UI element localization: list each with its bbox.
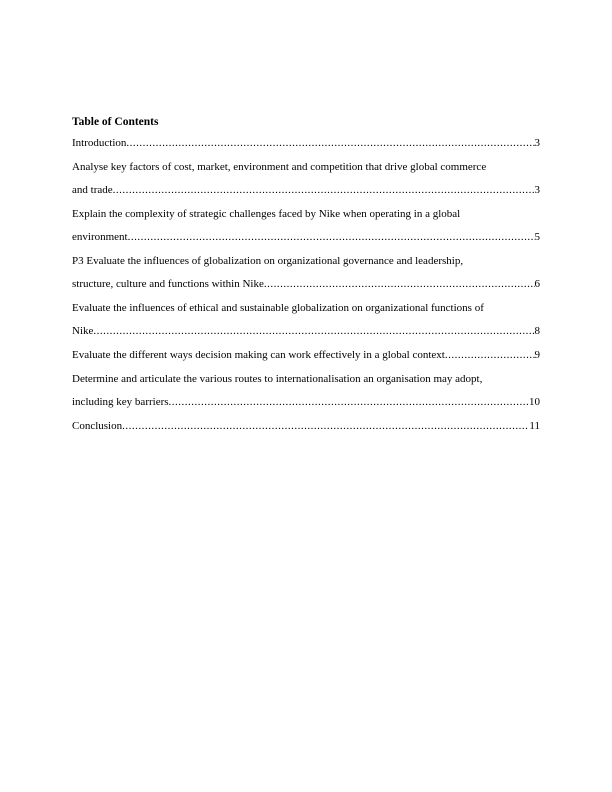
toc-entry-label: structure, culture and functions within Nike [72,278,264,290]
toc-entry-label-line-1: Analyse key factors of cost, market, environment and competition that drive global commerce [72,161,487,173]
toc-entry-line [72,415,540,438]
toc-entry-conclusion[interactable] [72,415,540,438]
toc-entry-line [72,273,540,296]
dot-leader [264,273,535,296]
toc-entry-line [72,179,540,202]
dot-leader [445,344,535,367]
toc-entry-label: and trade [72,184,113,196]
toc-entry-label-line-1: Evaluate the influences of ethical and sustainable globalization on organizational functions of [72,302,484,314]
dot-leader [126,132,534,155]
dot-leader [122,415,529,438]
table-of-contents [72,113,540,439]
toc-entry-label: Nike [72,325,94,337]
toc-entry-line [72,132,540,155]
toc-entry-page-number: 3 [534,184,540,196]
toc-entry-internationalisation-routes[interactable] [72,368,540,414]
toc-entry-decision-making[interactable] [72,344,540,367]
toc-heading: Table of Contents [72,116,159,128]
toc-entry-key-factors[interactable] [72,156,540,202]
toc-entry-introduction[interactable] [72,132,540,155]
toc-entry-label-line-1: P3 Evaluate the influences of globalization on organizational governance and leadership, [72,255,464,267]
toc-entry-label-line-1: Determine and articulate the various routes to internationalisation an organisation may adopt, [72,373,483,385]
toc-entry-label: Evaluate the different ways decision making can work effectively in a global context [72,349,445,361]
toc-entry-page-number: 8 [534,325,540,337]
toc-entry-line [72,344,540,367]
toc-entry-globalization-governance[interactable] [72,250,540,296]
toc-entry-label: Conclusion [72,420,123,432]
toc-entry-page-number: 10 [529,396,540,408]
dot-leader [93,320,534,343]
toc-entry-label: including key barriers [72,396,169,408]
toc-entry-page-number: 9 [534,349,540,361]
toc-entry-label-line-1: Explain the complexity of strategic challenges faced by Nike when operating in a global [72,208,461,220]
toc-entry-line [72,391,540,414]
toc-entry-line [72,320,540,343]
dot-leader [113,179,535,202]
toc-entry-page-number: 6 [534,278,540,290]
toc-entry-label: environment [72,231,128,243]
toc-entry-line [72,226,540,249]
dot-leader [128,226,535,249]
toc-entry-page-number: 3 [534,137,540,149]
dot-leader [169,391,529,414]
toc-entry-ethical-globalization[interactable] [72,297,540,343]
toc-entry-strategic-challenges[interactable] [72,203,540,249]
toc-entry-page-number: 5 [534,231,540,243]
toc-entry-label: Introduction [72,137,127,149]
toc-entry-page-number: 11 [529,420,540,432]
